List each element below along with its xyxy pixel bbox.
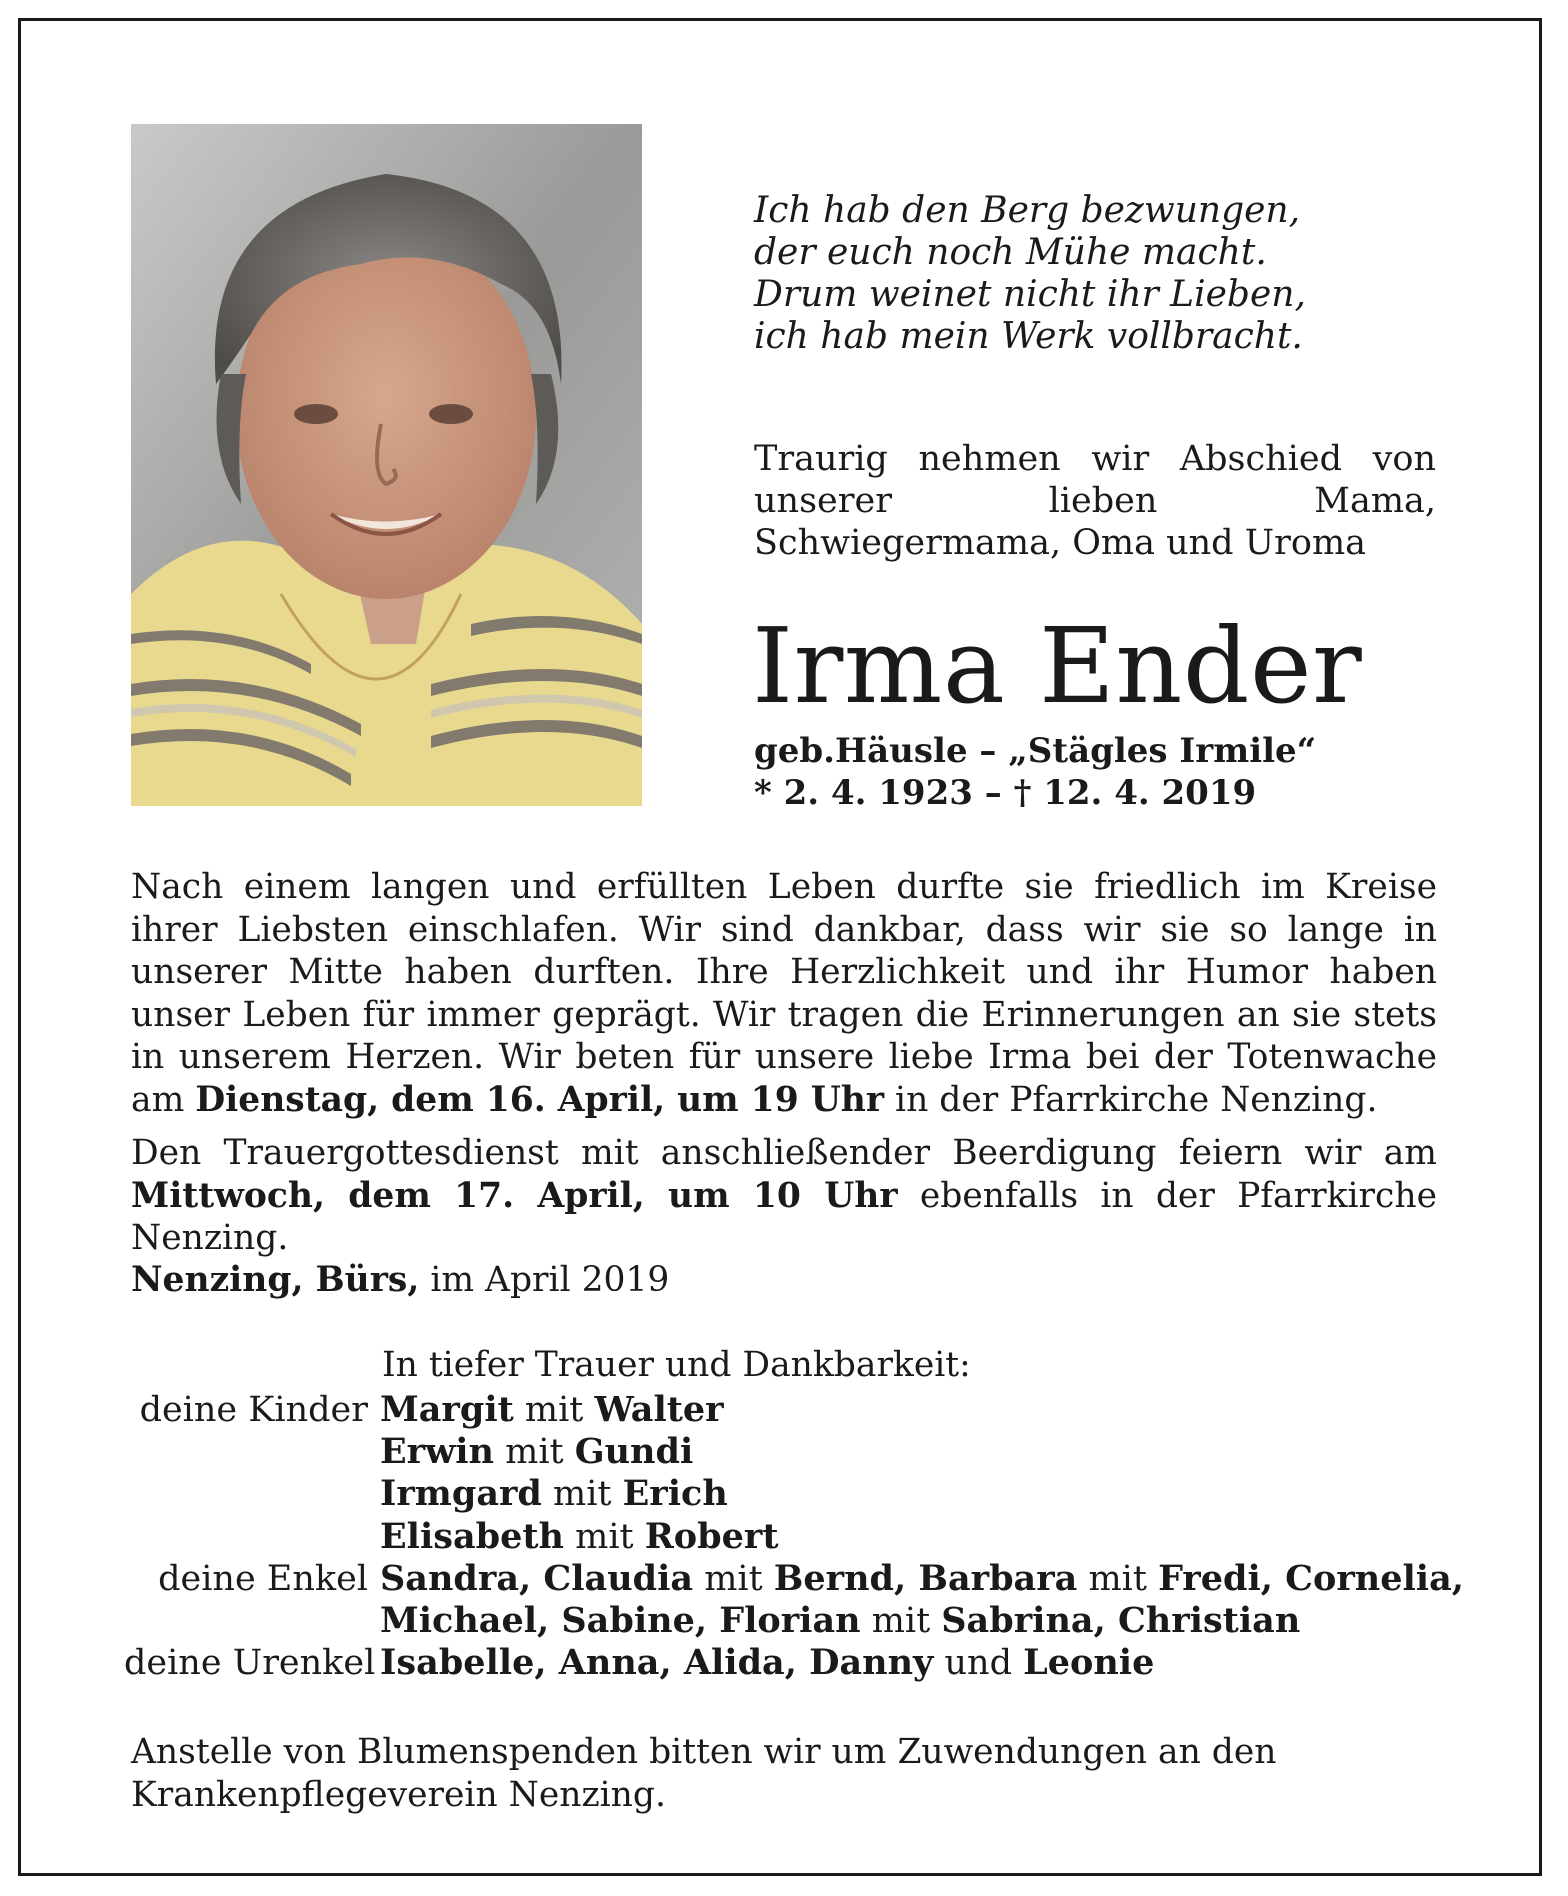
mourner-name: Walter — [594, 1389, 724, 1430]
mourner-name: Robert — [644, 1515, 779, 1557]
mourner-row — [124, 1473, 1464, 1515]
closing-request: Anstelle von Blumenspenden bitten wir um Zuwendungen an den Krankenpflegeverein Nenzing. — [131, 1732, 1277, 1815]
mourner-name: Elisabeth — [380, 1515, 565, 1557]
mourner-name: Michael, Sabine, Florian — [380, 1600, 861, 1642]
place-date — [131, 1259, 669, 1301]
mourner-name: Fredi, Cornelia, — [1158, 1557, 1464, 1599]
mourner-name: Leonie — [1023, 1642, 1155, 1684]
mourner-connector: mit — [1077, 1558, 1159, 1599]
portrait-image — [131, 124, 642, 806]
mourner-names — [380, 1516, 779, 1558]
date-text: im April 2019 — [419, 1260, 670, 1300]
mourner-names — [380, 1642, 1154, 1684]
farewell-intro: Traurig nehmen wir Abschied von unserer lieben Mama, Schwiegermama, Oma und Uroma — [754, 439, 1436, 563]
mourner-name: Gundi — [574, 1431, 694, 1473]
vigil-text: Nach einem langen und erfüllten Leben durfte sie friedlich im Kreise ihrer Liebsten einschlafen. Wir sind dankbar, dass wir sie so lange in unserer Mitte haben durften. Ihre Herzlichkeit und ihr Humor haben unser Leben für immer geprägt. Wir tragen die Erinnerungen an sie stets in unserem Herzen. Wir beten für unsere liebe Irma bei der Totenwache am — [131, 867, 1437, 1120]
funeral-paragraph — [131, 1132, 1437, 1260]
funeral-location: ebenfalls in der Pfarrkirche Nenzing. — [131, 1175, 1437, 1258]
vigil-paragraph — [131, 866, 1437, 1121]
life-dates: * 2. 4. 1923 – † 12. 4. 2019 — [754, 773, 1257, 813]
mourner-name: Erich — [622, 1473, 728, 1515]
mourner-name: Isabelle, Anna, Alida, Danny — [380, 1642, 934, 1684]
mourner-role — [124, 1600, 380, 1642]
mourner-name: Irmgard — [380, 1473, 542, 1515]
grief-line: In tiefer Trauer und Dankbarkeit: — [382, 1345, 971, 1385]
mourner-row — [124, 1558, 1464, 1600]
mourner-name: Margit — [380, 1389, 514, 1430]
mourner-row — [124, 1516, 1464, 1558]
places: Nenzing, Bürs, — [131, 1260, 420, 1300]
birth-name-line: geb.Häusle – „Stägles Irmile“ — [754, 731, 1317, 771]
mourners-list — [124, 1389, 1464, 1684]
poem-line: ich hab mein Werk vollbracht. — [754, 316, 1303, 357]
mourner-role — [124, 1516, 380, 1558]
mourner-connector: mit — [494, 1432, 575, 1473]
mourner-connector: mit — [564, 1516, 645, 1557]
mourner-connector: mit — [541, 1474, 623, 1515]
mourner-names — [380, 1600, 1300, 1642]
mourner-row — [124, 1389, 1464, 1431]
mourner-names — [380, 1473, 728, 1515]
mourner-role — [124, 1431, 380, 1473]
deceased-details — [754, 730, 1316, 814]
mourner-connector: und — [933, 1643, 1024, 1684]
poem-line: Drum weinet nicht ihr Lieben, — [754, 274, 1306, 315]
mourner-role: deine Enkel — [158, 1558, 368, 1599]
deceased-name: Irma Ender — [752, 605, 1363, 727]
mourner-names — [380, 1389, 724, 1431]
mourner-name: Sandra, Claudia — [380, 1557, 694, 1599]
portrait-photo — [131, 124, 642, 806]
mourner-row — [124, 1431, 1464, 1473]
mourner-row — [124, 1600, 1464, 1642]
mourner-names — [380, 1431, 693, 1473]
mourner-name: Sabrina, Christian — [941, 1600, 1301, 1642]
mourner-role — [124, 1473, 380, 1515]
poem — [754, 190, 1314, 358]
poem-line: der euch noch Mühe macht. — [754, 232, 1267, 273]
vigil-datetime: Dienstag, dem 16. April, um 19 Uhr — [195, 1079, 885, 1120]
mourner-role: deine Urenkel — [124, 1643, 376, 1684]
mourner-row — [124, 1642, 1464, 1684]
mourner-names — [380, 1558, 1464, 1600]
mourner-role: deine Kinder — [139, 1390, 368, 1430]
funeral-datetime: Mittwoch, dem 17. April, um 10 Uhr — [131, 1175, 898, 1216]
mourner-name: Bernd, Barbara — [773, 1557, 1078, 1599]
funeral-text: Den Trauergottesdienst mit anschließender Beerdigung feiern wir am — [131, 1133, 1437, 1173]
mourner-connector: mit — [693, 1558, 774, 1599]
mourner-connector: mit — [860, 1601, 942, 1642]
mourner-name: Erwin — [380, 1431, 494, 1473]
vigil-location: in der Pfarrkirche Nenzing. — [884, 1079, 1378, 1120]
mourner-connector: mit — [513, 1390, 595, 1430]
poem-line: Ich hab den Berg bezwungen, — [754, 190, 1301, 231]
